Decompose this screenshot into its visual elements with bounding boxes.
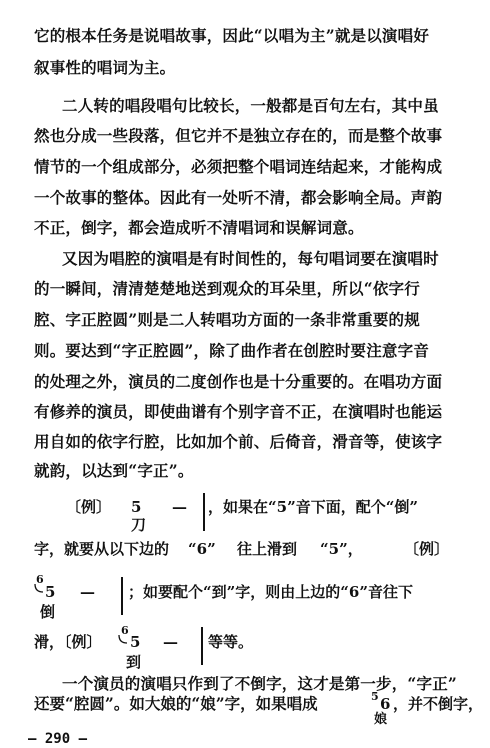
example-label: 〔例〕 <box>404 540 450 558</box>
text-line-17 <box>62 674 462 694</box>
text: 叙事性的唱词为主。 <box>34 58 176 77</box>
text-line-9 <box>34 279 462 299</box>
lyric-char: 倒 <box>40 603 56 621</box>
grace-note: 5 <box>371 690 379 703</box>
lyric-char: 刀 <box>131 516 147 534</box>
text: 字，就要从以下边的 <box>34 540 170 558</box>
text: 则。要达到“字正腔圆”，除了曲作者在创腔时要注意字音 <box>34 341 430 360</box>
text-line-4 <box>34 126 462 146</box>
text: 就韵，以达到“字正”。 <box>34 461 194 480</box>
text: 不正，倒字，都会造成听不清唱词和误解词意。 <box>34 218 364 237</box>
page-number: — 290 — <box>28 731 88 747</box>
text-line-1 <box>34 26 462 46</box>
text: ，并不倒字， <box>393 695 484 713</box>
jianpu-note: 5 <box>45 583 56 601</box>
dash-note: — <box>163 633 178 651</box>
text-line-3 <box>62 96 462 116</box>
text: 的一瞬间，清清楚楚地送到观众的耳朵里，所以“依字行 <box>34 279 420 298</box>
example-label: 〔例〕 <box>66 498 112 516</box>
slur-mark <box>116 633 130 647</box>
text: 还要“腔圆”。如大娘的“娘”字，如果唱成 <box>34 694 318 713</box>
example-text: ，如果在“5”音下面，配个“倒” <box>208 498 418 516</box>
text: 腔、字正腔圆”则是二人转唱功方面的一条非常重要的规 <box>34 310 420 329</box>
text: 往上滑到 <box>237 540 298 558</box>
jianpu-note: “5”， <box>320 540 363 558</box>
dash-note: — <box>80 583 95 601</box>
text: 用自如的依字行腔，比如加个前、后倚音，滑音等，使该字 <box>34 432 443 451</box>
jianpu-note: 5 <box>130 633 141 651</box>
text-line-2 <box>34 58 462 78</box>
text: 的处理之外，演员的二度创作也是十分重要的。在唱功方面 <box>34 372 443 391</box>
text-line-15 <box>34 461 462 481</box>
barline <box>121 577 123 615</box>
text: 它的根本任务是说唱故事，因此“以唱为主”就是以演唱好 <box>34 26 430 45</box>
text: 又因为唱腔的演唱是有时间性的，每句唱词要在演唱时 <box>62 249 439 268</box>
text-line-14 <box>34 432 462 452</box>
text-line-12 <box>34 372 462 392</box>
barline <box>201 627 203 665</box>
text: 有修养的演员，即使曲谱有个别字音不正，在演唱时也能运 <box>34 402 443 421</box>
text-line-13 <box>34 402 462 422</box>
text-line-10 <box>34 310 462 330</box>
lyric-char: 到 <box>126 653 142 671</box>
example-text: 等等。 <box>208 633 254 651</box>
example-text: ；如要配个“到”字，则由上边的“6”音往下 <box>128 583 413 601</box>
jianpu-note: 5 <box>131 498 142 516</box>
barline <box>203 493 205 531</box>
text: 情节的一个组成部分，必须把整个唱词连结起来，才能构成 <box>34 157 443 176</box>
grace-note: 6 <box>36 573 44 586</box>
text: 一个演员的演唱只作到了不倒字，这才是第一步，“字正” <box>62 674 458 693</box>
text: 一个故事的整体。因此有一处听不清，都会影响全局。声韵 <box>34 188 443 207</box>
text-line-6 <box>34 188 462 208</box>
text: 二人转的唱段唱句比较长，一般都是百句左右，其中虽 <box>62 96 439 115</box>
slur-mark <box>32 582 46 596</box>
dash-note: — <box>172 498 187 516</box>
text-line-11 <box>34 341 462 361</box>
text: 然也分成一些段落，但它并不是独立存在的，而是整个故事 <box>34 126 443 145</box>
text: 滑，〔例〕 <box>34 633 102 651</box>
text-line-7 <box>34 218 462 238</box>
text-line-5 <box>34 157 462 177</box>
grace-note: 6 <box>121 624 129 637</box>
lyric-char: 娘 <box>374 712 388 727</box>
text-line-8 <box>62 249 462 269</box>
jianpu-note: “6” <box>188 540 216 558</box>
jianpu-note: 6 <box>380 695 391 713</box>
